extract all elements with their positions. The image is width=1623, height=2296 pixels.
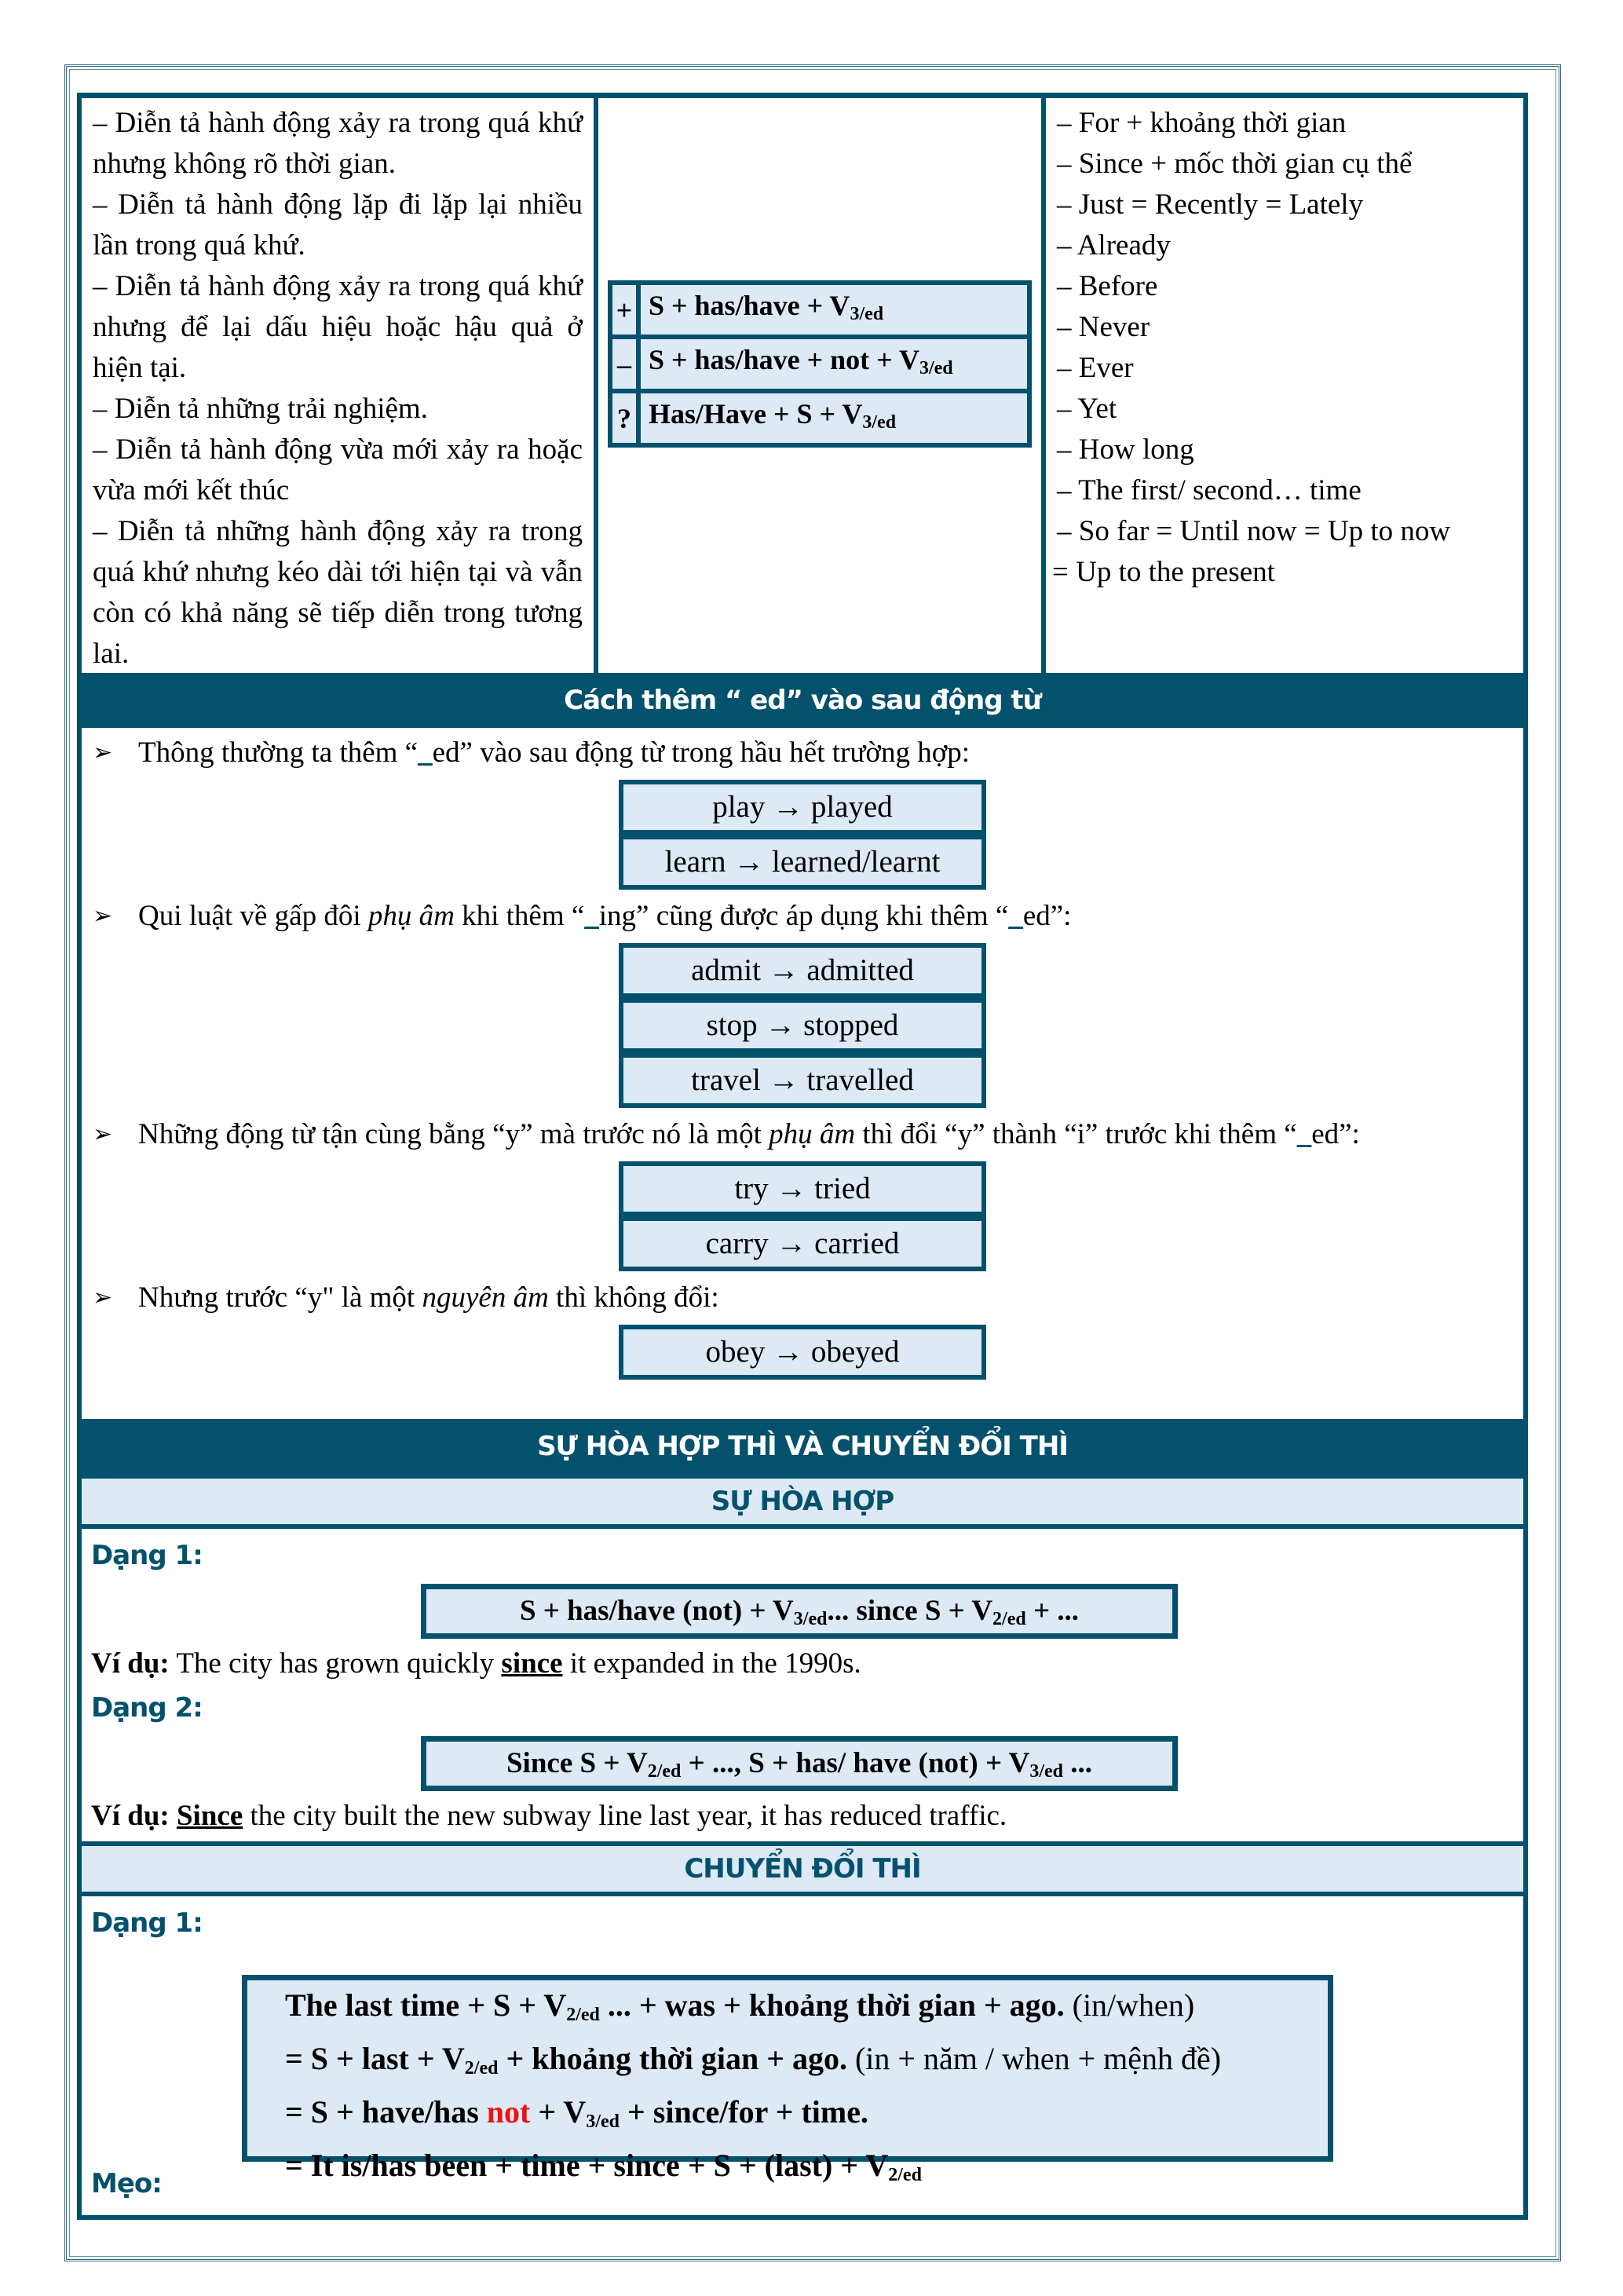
rule-text: Thông thường ta thêm “_ed” vào sau động từ trong hầu hết trường hợp: <box>138 737 971 769</box>
example-sentence: Ví dụ: Since the city built the new subway line last year, it has reduced traffic. <box>91 1800 1007 1832</box>
formula-cell: Has/Have + $S + V_{3/ed}$ <box>638 391 1029 445</box>
add-ed-header: Cách thêm “ ed” vào sau động từ <box>82 673 1523 728</box>
example-item: travel → travelled <box>623 1053 981 1108</box>
example-box <box>619 780 986 890</box>
arrow-bullet-icon: ➢ <box>93 740 113 766</box>
arrow-bullet-icon: ➢ <box>93 903 113 929</box>
conversion-subheader: CHUYỂN ĐỔI THÌ <box>82 1841 1523 1896</box>
conversion-line: The last time + $S + V_{2/ed}$ ... + was + khoảng thời gian + ago. (in/when) <box>285 1987 1195 2025</box>
rule-1 <box>93 733 1512 773</box>
example-box <box>619 1161 986 1271</box>
example-sentence: Ví dụ: The city has grown quickly since it expanded in the 1990s. <box>91 1647 861 1680</box>
formula-cell: S + has/have + $V_{3/ed}$ <box>638 283 1029 337</box>
signal-item: – Ever <box>1057 352 1134 384</box>
signal-item: – For + khoảng thời gian <box>1057 107 1347 139</box>
rule-text: Nhưng trước “y" là một nguyên âm thì không đổi: <box>138 1281 719 1314</box>
formula-cell: S + has/have + not + $V_{3/ed}$ <box>638 337 1029 391</box>
usage-item: – Diễn tả những trải nghiệm. <box>93 393 428 425</box>
signal-item: = Up to the present <box>1052 556 1275 588</box>
form-label: Dạng 1: <box>91 1540 203 1571</box>
agreement-section <box>82 1529 1523 1841</box>
usage-item: – Diễn tả những hành động xảy ra trong quá khứ nhưng kéo dài tới hiện tại và vẫn còn có khả năng sẽ tiếp diễn trong tương lai. <box>93 515 583 670</box>
example-box <box>619 1325 986 1380</box>
example-item: play → played <box>623 784 981 835</box>
conversion-line: = S + have/has not + $V_{3/ed}$ + since/for + time. <box>285 2094 868 2132</box>
signal-item: – The first/ second… time <box>1057 474 1362 506</box>
present-perfect-row <box>82 98 1523 673</box>
arrow-bullet-icon: ➢ <box>93 1121 113 1147</box>
form-label: Dạng 2: <box>91 1692 203 1724</box>
conversion-section <box>82 1896 1523 2215</box>
formula-box: S + has/have $(not) + V_{3/ed}$... since $S + V_{2/ed}$ + ... <box>421 1584 1178 1639</box>
signal-item: – Never <box>1057 311 1150 343</box>
signal-item: – Already <box>1057 229 1171 261</box>
agreement-header: SỰ HÒA HỢP THÌ VÀ CHUYỂN ĐỔI THÌ <box>82 1419 1523 1474</box>
signal-item: – How long <box>1057 433 1194 466</box>
rule-text: Những động từ tận cùng bằng “y” mà trước nó là một phụ âm thì đổi “y” thành “i” trước khi thêm “_ed”: <box>138 1118 1360 1150</box>
example-item: stop → stopped <box>623 998 981 1053</box>
usage-item: – Diễn tả hành động lặp đi lặp lại nhiều lần trong quá khứ. <box>93 188 583 261</box>
example-item: carry → carried <box>623 1216 981 1271</box>
example-item: try → tried <box>623 1166 981 1216</box>
usage-item: – Diễn tả hành động xảy ra trong quá khứ nhưng không rõ thời gian. <box>93 107 583 180</box>
signal-item: – Yet <box>1057 393 1117 425</box>
formula-row-question <box>610 391 1029 445</box>
usage-column <box>82 98 598 673</box>
conversion-line: = S + last + $V_{2/ed}$ + khoảng thời gian + ago. (in + năm / when + mệnh đề) <box>285 2041 1222 2078</box>
usage-item: – Diễn tả hành động xảy ra trong quá khứ nhưng để lại dấu hiệu hoặc hậu quả ở hiện tại. <box>93 270 583 384</box>
conversion-formula-box <box>242 1975 1333 2185</box>
tip-label: Mẹo: <box>91 2168 162 2199</box>
conversion-line: = It is/has been + time + since + S + (last) + $V_{2/ed}$ <box>285 2148 922 2185</box>
example-item: learn → learned/learnt <box>623 835 981 890</box>
signal-item: – Just = Recently = Lately <box>1057 188 1364 221</box>
add-ed-section <box>82 728 1523 1419</box>
grammar-sheet <box>77 93 1528 2220</box>
rule-text: Qui luật về gấp đôi phụ âm khi thêm “_ing” cũng được áp dụng khi thêm “_ed”: <box>138 900 1072 932</box>
formula-column <box>598 98 1046 673</box>
question-sign: ? <box>610 391 638 445</box>
signal-item: – So far = Until now = Up to now <box>1057 515 1451 547</box>
minus-sign: – <box>610 337 638 391</box>
signal-item: – Before <box>1057 270 1158 302</box>
arrow-bullet-icon: ➢ <box>93 1285 113 1311</box>
formula-box: Since $S + V_{2/ed}$ + ..., S + has/ have $(not) + V_{3/ed}$ ... <box>421 1736 1178 1791</box>
plus-sign: + <box>610 283 638 337</box>
example-box <box>619 943 986 1108</box>
rule-2 <box>93 896 1512 937</box>
form-label: Dạng 1: <box>91 1907 203 1939</box>
formula-table <box>608 280 1032 448</box>
formula-row-negative <box>610 337 1029 391</box>
signal-words-column <box>1046 98 1523 673</box>
example-item: admit → admitted <box>623 948 981 998</box>
rule-4 <box>93 1278 1512 1318</box>
example-item: obey → obeyed <box>623 1329 981 1380</box>
agreement-subheader: SỰ HÒA HỢP <box>82 1474 1523 1529</box>
signal-item: – Since + mốc thời gian cụ thể <box>1057 148 1413 180</box>
formula-row-affirmative <box>610 283 1029 337</box>
rule-3 <box>93 1114 1512 1155</box>
usage-item: – Diễn tả hành động vừa mới xảy ra hoặc vừa mới kết thúc <box>93 433 583 506</box>
